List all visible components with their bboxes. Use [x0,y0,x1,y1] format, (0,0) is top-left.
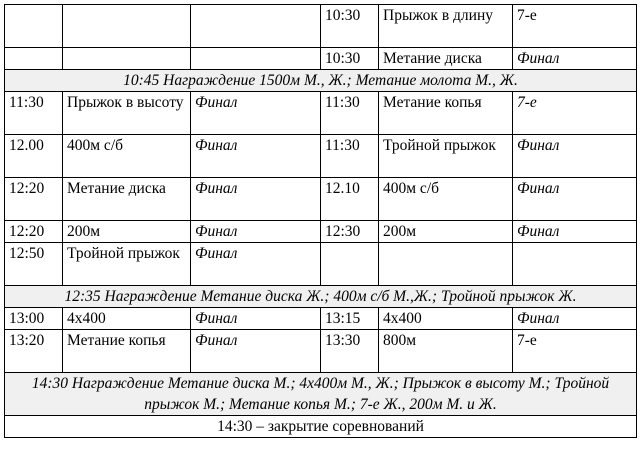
right-time-cell: 12:30 [321,221,379,243]
table-row [5,5,637,48]
table-row [5,243,637,286]
right-stage-cell: 7-е [513,92,637,135]
table-row [5,221,637,243]
left-stage-cell: Финал [191,243,321,286]
right-time-cell [321,243,379,286]
right-time-cell: 11:30 [321,135,379,178]
left-stage-cell: Финал [191,178,321,221]
right-time-cell: 13:30 [321,330,379,373]
right-stage-cell: Финал [513,135,637,178]
right-event-cell: 200м [379,221,513,243]
award-row [5,373,637,416]
left-stage-cell [191,48,321,70]
right-stage-cell: 7-е [513,5,637,48]
right-event-cell: Метание диска [379,48,513,70]
table-row [5,135,637,178]
left-event-cell: 4х400 [63,308,191,330]
left-time-cell [5,48,63,70]
award-text: 14:30 Награждение Метание диска М.; 4х400м М., Ж.; Прыжок в высоту М.; Тройной прыжок М.; Метание копья М.; 7-е Ж., 200м М. и Ж. [5,373,637,416]
left-event-cell: Прыжок в высоту [63,92,191,135]
table-row [5,92,637,135]
right-event-cell: 800м [379,330,513,373]
left-time-cell: 13:20 [5,330,63,373]
left-time-cell: 13:00 [5,308,63,330]
right-time-cell: 13:15 [321,308,379,330]
left-event-cell [63,48,191,70]
left-stage-cell: Финал [191,92,321,135]
left-event-cell: 200м [63,221,191,243]
closing-text: 14:30 – закрытие соревнований [5,416,637,438]
left-event-cell: Тройной прыжок [63,243,191,286]
right-stage-cell: Финал [513,221,637,243]
right-stage-cell: Финал [513,308,637,330]
left-event-cell: Метание копья [63,330,191,373]
left-event-cell: Метание диска [63,178,191,221]
award-text: 10:45 Награждение 1500м М., Ж.; Метание молота М., Ж. [5,70,637,92]
left-stage-cell: Финал [191,221,321,243]
left-time-cell: 12:20 [5,178,63,221]
right-event-cell: 400м с/б [379,178,513,221]
award-text: 12:35 Награждение Метание диска Ж.; 400м с/б М.,Ж.; Тройной прыжок Ж. [5,286,637,308]
right-time-cell: 10:30 [321,5,379,48]
table-row [5,308,637,330]
right-event-cell: Тройной прыжок [379,135,513,178]
left-event-cell [63,5,191,48]
left-time-cell: 12:50 [5,243,63,286]
left-time-cell: 11:30 [5,92,63,135]
left-time-cell: 12:20 [5,221,63,243]
left-stage-cell: Финал [191,330,321,373]
right-time-cell: 10:30 [321,48,379,70]
right-stage-cell: 7-е [513,330,637,373]
award-row [5,286,637,308]
table-row [5,48,637,70]
closing-row [5,416,637,438]
right-event-cell: Прыжок в длину [379,5,513,48]
schedule-table [4,4,637,438]
right-event-cell: Метание копья [379,92,513,135]
left-event-cell: 400м с/б [63,135,191,178]
right-event-cell: 4х400 [379,308,513,330]
table-row [5,330,637,373]
left-time-cell: 12.00 [5,135,63,178]
right-time-cell: 12.10 [321,178,379,221]
left-stage-cell: Финал [191,135,321,178]
right-stage-cell [513,243,637,286]
left-stage-cell [191,5,321,48]
award-row [5,70,637,92]
left-time-cell [5,5,63,48]
right-stage-cell: Финал [513,48,637,70]
right-stage-cell: Финал [513,178,637,221]
left-stage-cell: Финал [191,308,321,330]
right-time-cell: 11:30 [321,92,379,135]
table-row [5,178,637,221]
right-event-cell [379,243,513,286]
